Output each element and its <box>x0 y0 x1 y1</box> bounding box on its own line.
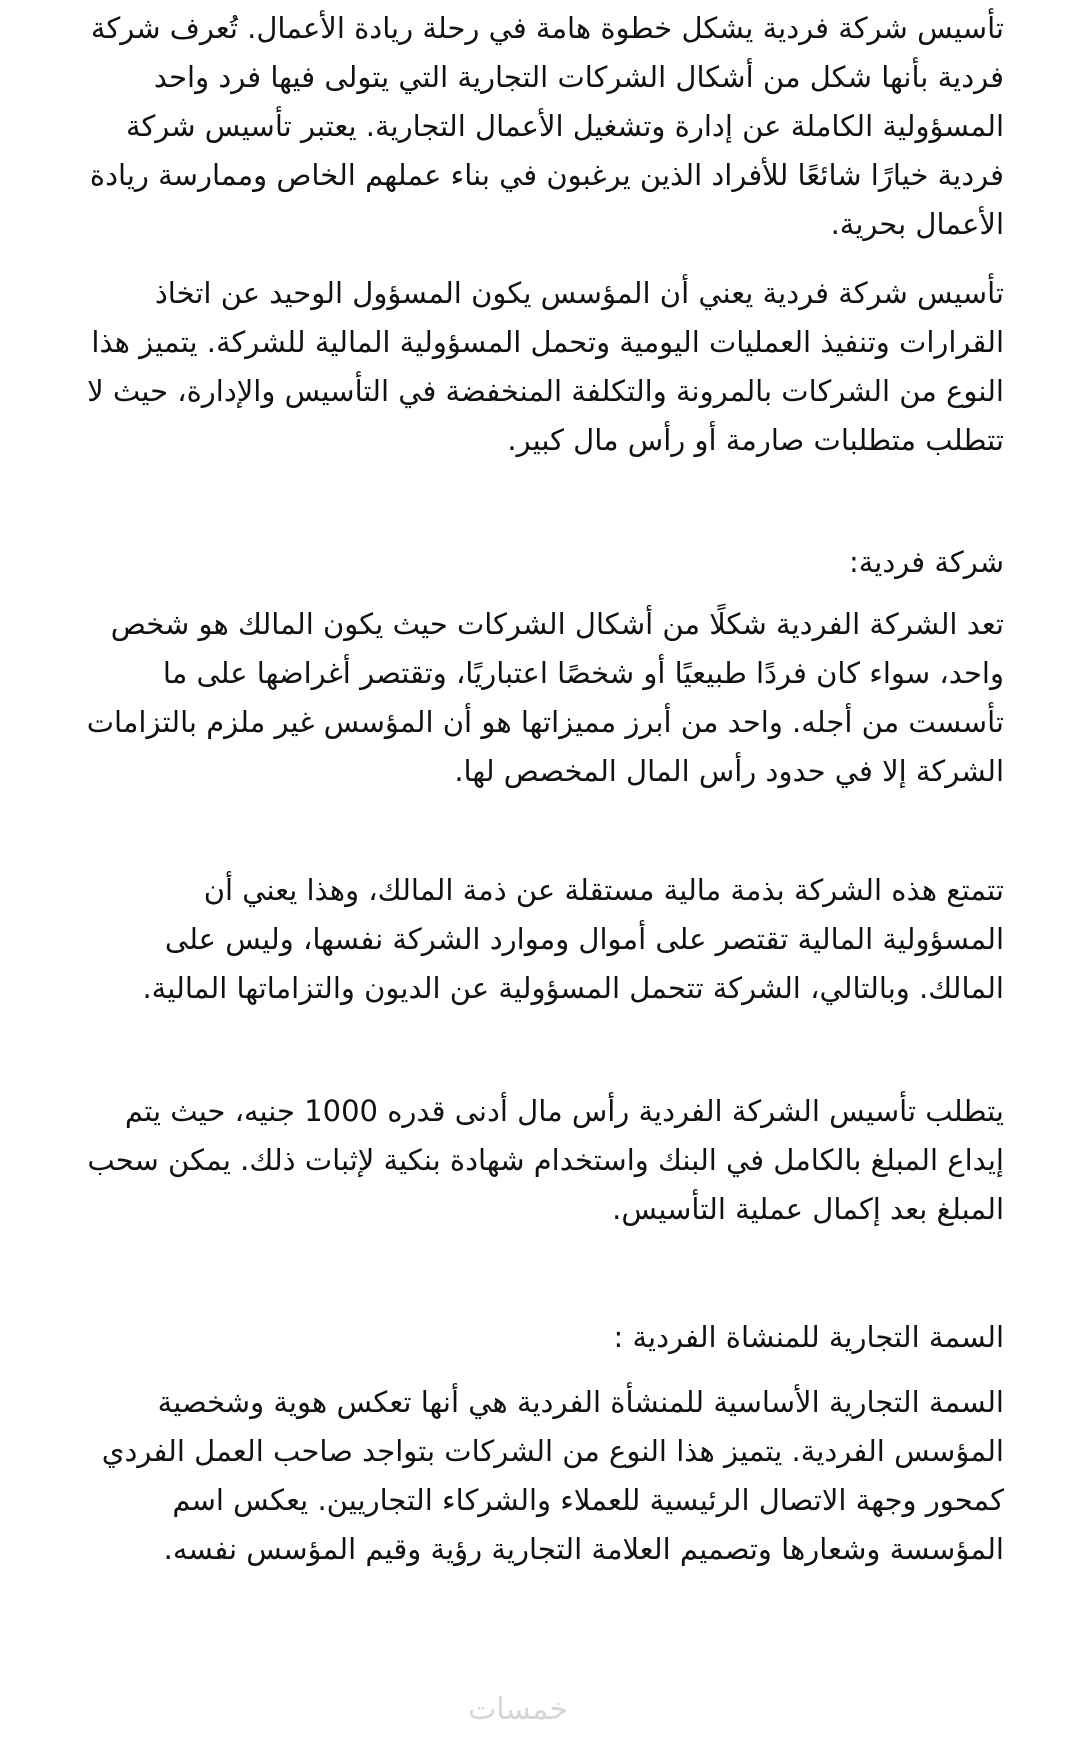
section-heading-trade-feature: السمة التجارية للمنشاة الفردية : <box>613 1320 1004 1354</box>
financial-independence-paragraph: تتمتع هذه الشركة بذمة مالية مستقلة عن ذمة المالك، وهذا يعني أن المسؤولية المالية تقتصر على أموال وموارد الشركة نفسها، وليس على المالك. وبالتالي، الشركة تتحمل المسؤولية عن الديون والتزاماتها المالية. <box>142 873 1004 1005</box>
section-heading-sole-company: شركة فردية: <box>848 545 1004 579</box>
founder-responsibility-paragraph: تأسيس شركة فردية يعني أن المؤسس يكون المسؤول الوحيد عن اتخاذ القرارات وتنفيذ العمليات اليومية وتحمل المسؤولية المالية للشركة. يتميز هذا النوع من الشركات بالمرونة والتكلفة المنخفضة في التأسيس والإدارة، حيث لا تتطلب متطلبات صارمة أو رأس مال كبير. <box>87 276 1004 457</box>
definition-paragraph: تعد الشركة الفردية شكلًا من أشكال الشركات حيث يكون المالك هو شخص واحد، سواء كان فردًا طبيعيًا أو شخصًا اعتباريًا، وتقتصر أغراضها على ما تأسست من أجله. واحد من أبرز مميزاتها هو أن المؤسس غير ملزم بالتزامات الشركة إلا في حدود رأس المال المخصص لها. <box>86 607 1004 788</box>
capital-requirement-paragraph: يتطلب تأسيس الشركة الفردية رأس مال أدنى قدره 1000 جنيه، حيث يتم إيداع المبلغ بالكامل في البنك واستخدام شهادة بنكية لإثبات ذلك. يمكن سحب المبلغ بعد إكمال عملية التأسيس. <box>87 1094 1004 1226</box>
intro-paragraph: تأسيس شركة فردية يشكل خطوة هامة في رحلة ريادة الأعمال. تُعرف شركة فردية بأنها شكل من أشكال الشركات التجارية التي يتولى فيها فرد واحد المسؤولية الكاملة عن إدارة وتشغيل الأعمال التجارية. يعتبر تأسيس شركة فردية خيارًا شائعًا للأفراد الذين يرغبون في بناء عملهم الخاص وممارسة ريادة الأعمال بحرية. <box>89 11 1004 241</box>
watermark-logo: خمسات <box>468 1692 569 1727</box>
trade-feature-paragraph: السمة التجارية الأساسية للمنشأة الفردية هي أنها تعكس هوية وشخصية المؤسس الفردية. يتميز هذا النوع من الشركات بتواجد صاحب العمل الفردي كمحور وجهة الاتصال الرئيسية للعملاء والشركاء التجاريين. يعكس اسم المؤسسة وشعارها وتصميم العلامة التجارية رؤية وقيم المؤسس نفسه. <box>101 1385 1004 1566</box>
